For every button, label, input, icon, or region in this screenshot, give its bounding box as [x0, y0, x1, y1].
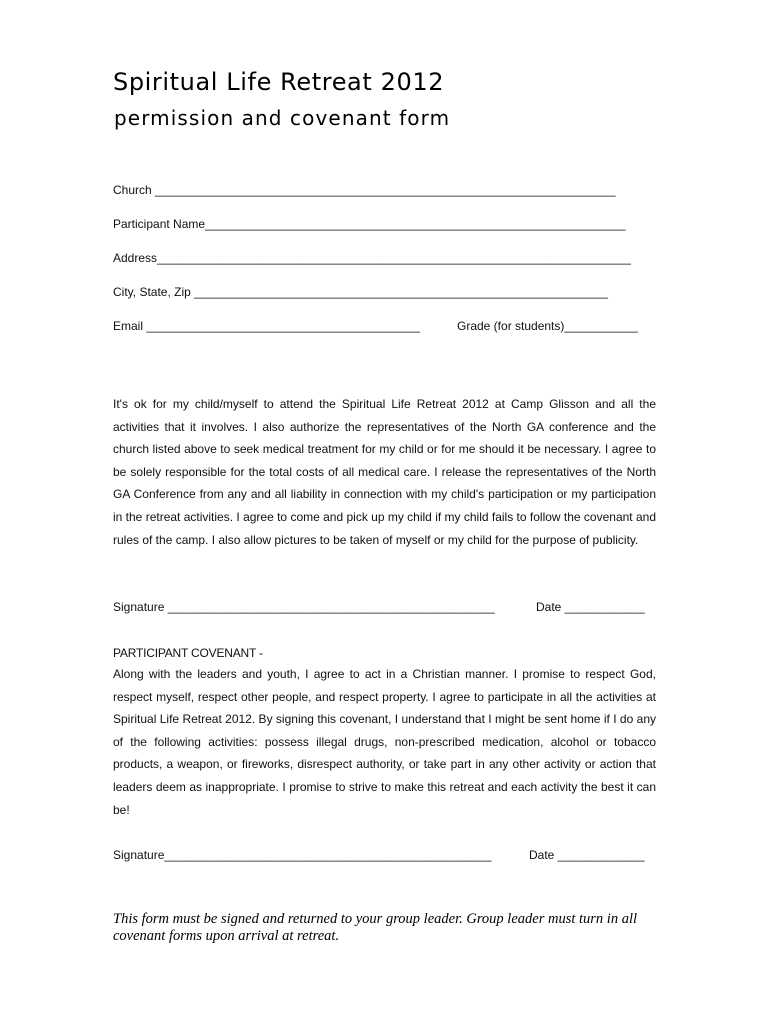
form-title: Spiritual Life Retreat 2012: [113, 68, 445, 96]
date-field-permission[interactable]: Date ____________: [536, 600, 645, 614]
email-field[interactable]: Email _________________________________________: [113, 319, 420, 333]
form-subtitle: permission and covenant form: [114, 106, 451, 130]
footer-note: This form must be signed and returned to your group leader. Group leader must turn in all covenant forms upon arrival at retreat.: [113, 911, 638, 944]
address-field[interactable]: Address_______________________________________________________________________: [113, 251, 631, 265]
date-field-covenant[interactable]: Date _____________: [529, 848, 645, 862]
participant-name-field[interactable]: Participant Name_______________________________________________________________: [113, 217, 626, 231]
church-field[interactable]: Church _____________________________________________________________________: [113, 183, 616, 197]
signature-field-permission[interactable]: Signature _________________________________________________: [113, 600, 495, 614]
permission-paragraph: It's ok for my child/myself to attend the Spiritual Life Retreat 2012 at Camp Glisson and all the activities that it involves. I also authorize the representatives of the North GA conference and the church listed above to seek medical treatment for my child or for me should it be necessary. I agree to be solely responsible for the total costs of all medical care. I release the representatives of the North GA Conference from any and all liability in connection with my child's participation or my participation in the retreat activities. I agree to come and pick up my child if my child fails to follow the covenant and rules of the camp. I also allow pictures to be taken of myself or my child for the purpose of publicity.: [113, 397, 656, 547]
grade-field[interactable]: Grade (for students)___________: [457, 319, 638, 333]
covenant-heading: PARTICIPANT COVENANT -: [113, 646, 263, 660]
signature-field-covenant[interactable]: Signature_________________________________________________: [113, 848, 492, 862]
city-state-zip-field[interactable]: City, State, Zip ______________________________________________________________: [113, 285, 608, 299]
covenant-paragraph: Along with the leaders and youth, I agree to act in a Christian manner. I promise to respect God, respect myself, respect other people, and respect property. I agree to participate in all the activities at Spiritual Life Retreat 2012. By signing this covenant, I understand that I might be sent home if I do any of the following activities: possess illegal drugs, non-prescribed medication, alcohol or tobacco products, a weapon, or fireworks, disrespect authority, or take part in any other activity or action that leaders deem as inappropriate. I promise to strive to make this retreat and each activity the best it can be!: [113, 667, 656, 817]
